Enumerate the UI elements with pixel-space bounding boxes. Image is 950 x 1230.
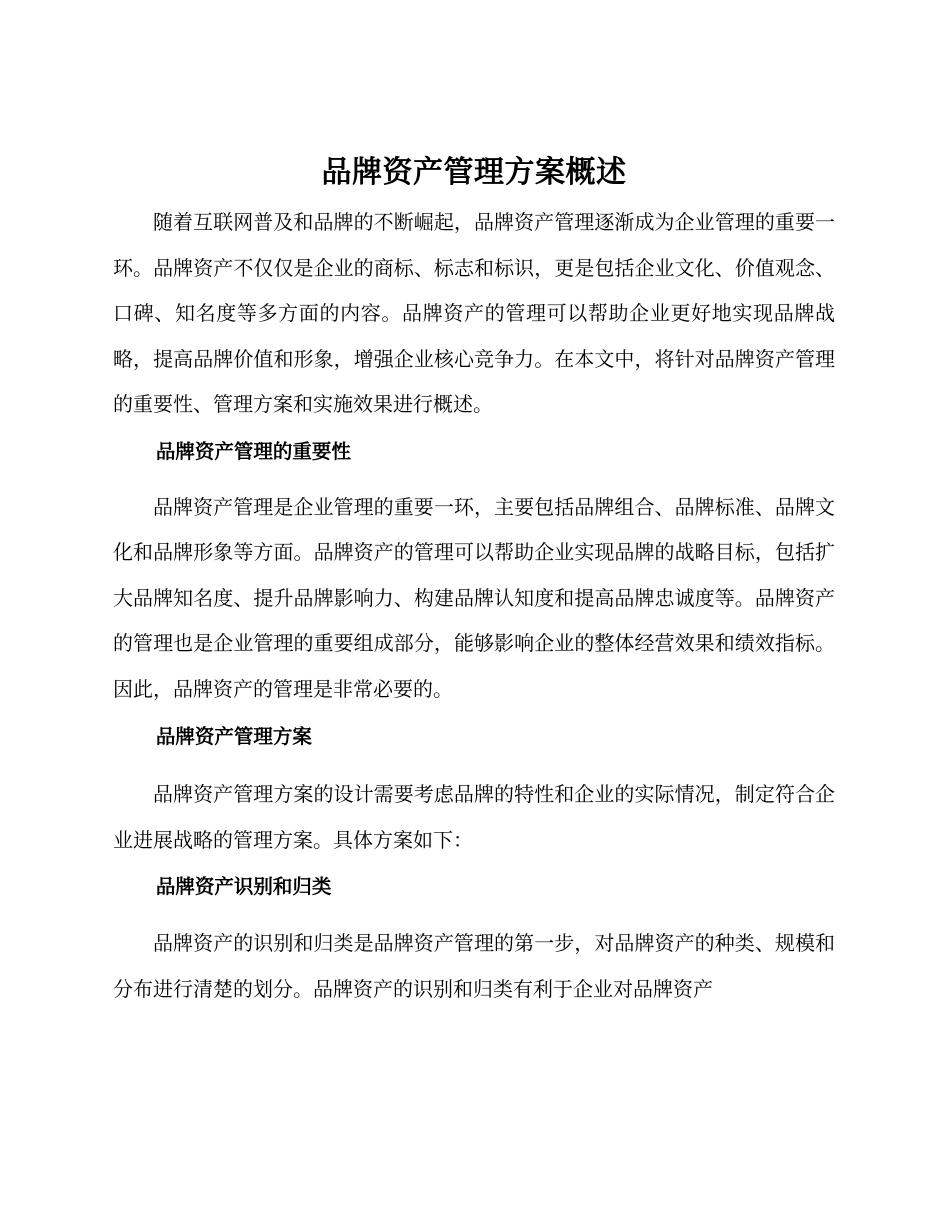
section-heading-identification: 品牌资产识别和归类 bbox=[155, 875, 332, 898]
section-body-plan: 品牌资产管理方案的设计需要考虑品牌的特性和企业的实际情况，制定符合企业进展战略的管理方案。具体方案如下： bbox=[113, 782, 835, 852]
section-heading-importance: 品牌资产管理的重要性 bbox=[155, 439, 351, 463]
section-heading-plan: 品牌资产管理方案 bbox=[155, 725, 312, 748]
document-page bbox=[113, 148, 835, 1012]
document-title: 品牌资产管理方案概述 bbox=[321, 155, 627, 190]
section-body-identification: 品牌资产的识别和归类是品牌资产管理的第一步，对品牌资产的种类、规模和分布进行清楚的划分。品牌资产的识别和归类有利于企业对品牌资产 bbox=[113, 931, 835, 1001]
intro-paragraph: 随着互联网普及和品牌的不断崛起，品牌资产管理逐渐成为企业管理的重要一环。品牌资产不仅仅是企业的商标、标志和标识，更是包括企业文化、价值观念、口碑、知名度等多方面的内容。品牌资产的管理可以帮助企业更好地实现品牌战略，提高品牌价值和形象，增强企业核心竞争力。在本文中，将针对品牌资产管理的重要性、管理方案和实施效果进行概述。 bbox=[113, 210, 835, 416]
section-body-importance: 品牌资产管理是企业管理的重要一环，主要包括品牌组合、品牌标准、品牌文化和品牌形象等方面。品牌资产的管理可以帮助企业实现品牌的战略目标，包括扩大品牌知名度、提升品牌影响力、构建品牌认知度和提高品牌忠诚度等。品牌资产的管理也是企业管理的重要组成部分，能够影响企业的整体经营效果和绩效指标。因此，品牌资产的管理是非常必要的。 bbox=[113, 494, 835, 701]
